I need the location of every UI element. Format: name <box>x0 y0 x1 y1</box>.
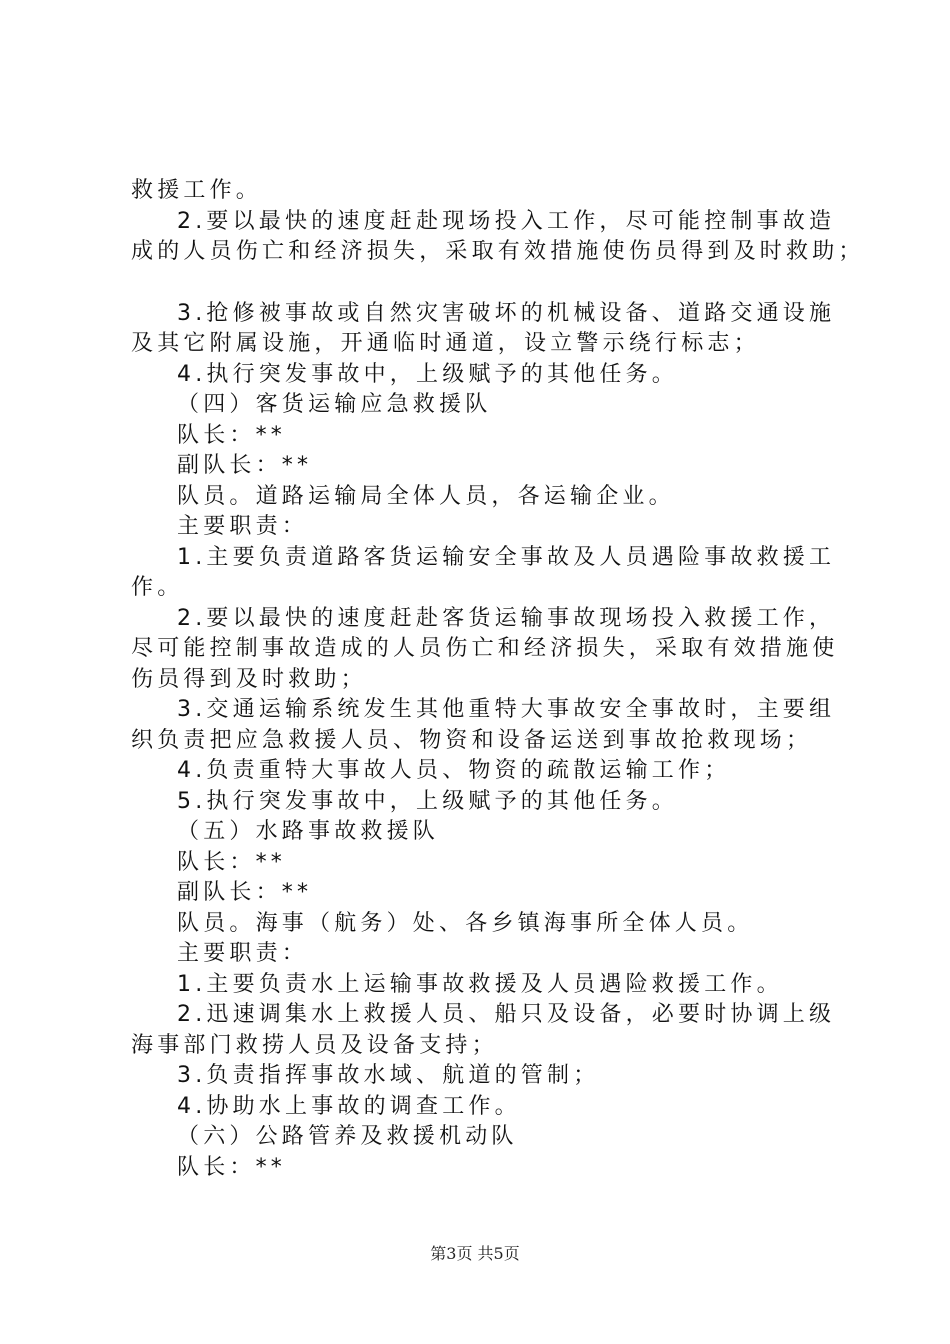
paragraph-line: 主要职责： <box>177 941 309 966</box>
section-heading: （六）公路管养及救援机动队 <box>177 1124 518 1149</box>
paragraph-line: 4.协助水上事故的调查工作。 <box>177 1093 521 1119</box>
paragraph-line: 1.主要负责道路客货运输安全事故及人员遇险事故救援工 <box>177 544 836 570</box>
section-heading: （五）水路事故救援队 <box>177 819 440 844</box>
paragraph-line: 3.交通运输系统发生其他重特大事故安全事故时，主要组 <box>177 697 836 722</box>
paragraph-line: 及其它附属设施，开通临时通道，设立警示绕行标志； <box>131 331 760 356</box>
paragraph-line: 作。 <box>131 575 184 600</box>
paragraph-line: 副队长：** <box>177 453 313 478</box>
paragraph-line: 织负责把应急救援人员、物资和设备运送到事故抢救现场； <box>131 727 813 753</box>
paragraph-line: 队员。海事（航务）处、各乡镇海事所全体人员。 <box>177 910 754 936</box>
document-body <box>131 176 865 1183</box>
paragraph-line: 队长：** <box>177 422 287 448</box>
paragraph-line: 2.要以最快的速度赶赴客货运输事故现场投入救援工作， <box>177 605 836 631</box>
paragraph-line: 队长：** <box>177 1154 287 1180</box>
paragraph-line: 主要职责： <box>177 514 309 539</box>
paragraph-line: 5.执行突发事故中，上级赋予的其他任务。 <box>177 788 678 814</box>
paragraph-line: 海事部门救捞人员及设备支持； <box>131 1032 498 1058</box>
paragraph-line: 1.主要负责水上运输事故救援及人员遇险救援工作。 <box>177 971 783 997</box>
paragraph-line: 队员。道路运输局全体人员，各运输企业。 <box>177 483 675 509</box>
section-heading: （四）客货运输应急救援队 <box>177 392 492 417</box>
paragraph-line: 4.负责重特大事故人员、物资的疏散运输工作； <box>177 758 731 783</box>
page-footer: 第3页 共5页 <box>430 1244 520 1263</box>
paragraph-line: 成的人员伤亡和经济损失，采取有效措施使伤员得到及时救助； <box>131 239 865 264</box>
paragraph-line: 3.抢修被事故或自然灾害破坏的机械设备、道路交通设施 <box>177 300 836 326</box>
paragraph-line: 救援工作。 <box>131 178 263 203</box>
paragraph-line: 2.迅速调集水上救援人员、船只及设备，必要时协调上级 <box>177 1002 836 1027</box>
paragraph-line: 3.负责指挥事故水域、航道的管制； <box>177 1063 600 1088</box>
paragraph-line: 副队长：** <box>177 880 313 905</box>
paragraph-line: 4.执行突发事故中，上级赋予的其他任务。 <box>177 361 678 387</box>
paragraph-line: 2.要以最快的速度赶赴现场投入工作，尽可能控制事故造 <box>177 208 836 234</box>
paragraph-line: 队长：** <box>177 849 287 875</box>
paragraph-line: 伤员得到及时救助； <box>131 666 367 692</box>
blank-line <box>131 268 851 299</box>
paragraph-line: 尽可能控制事故造成的人员伤亡和经济损失，采取有效措施使 <box>131 636 839 661</box>
